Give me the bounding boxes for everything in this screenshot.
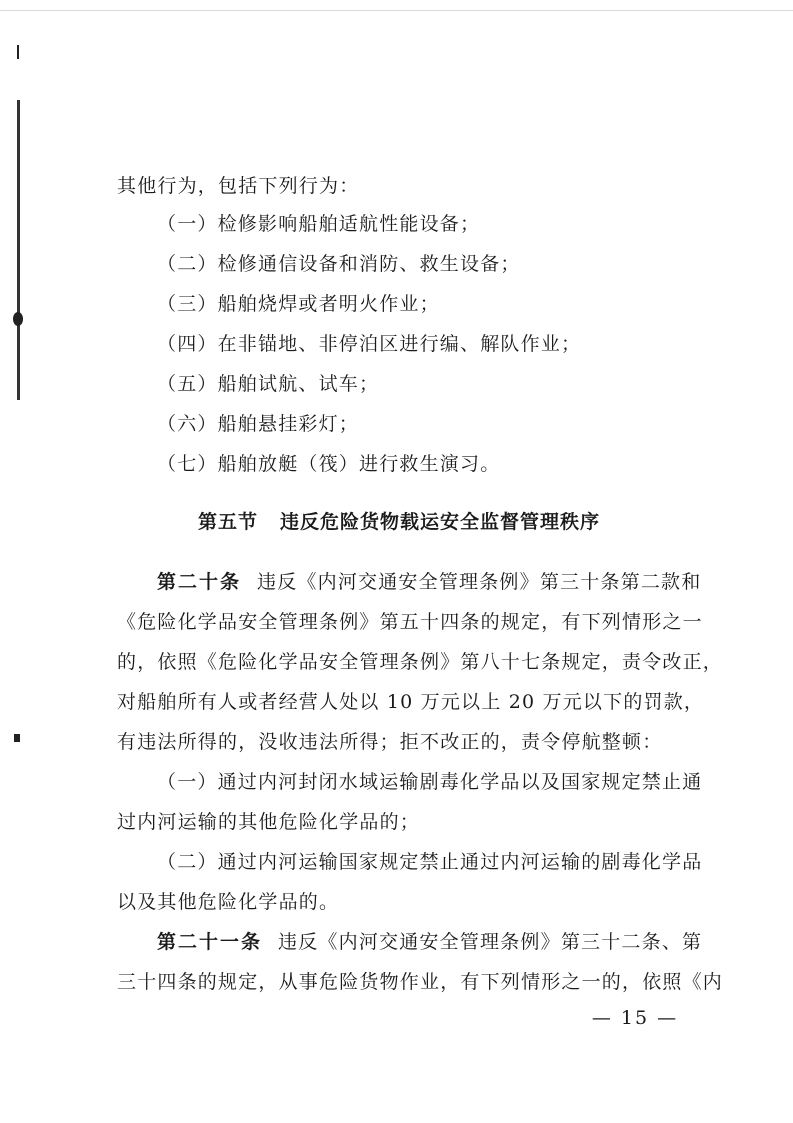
behavior-item-3: （三）船舶烧焊或者明火作业； — [157, 293, 440, 315]
section-number: 第五节 — [198, 511, 259, 533]
article-21-text-1: 违反《内河交通安全管理条例》第三十二条、第 — [278, 931, 703, 953]
behavior-item-5: （五）船舶试航、试车； — [157, 373, 380, 395]
behavior-item-6: （六）船舶悬挂彩灯； — [157, 413, 360, 435]
binding-mark-small — [14, 734, 20, 742]
article-20-title: 第二十条 — [157, 571, 242, 593]
behavior-item-2: （二）检修通信设备和消防、救生设备； — [157, 253, 521, 275]
article-20-line-1 — [157, 570, 727, 594]
section-title: 违反危险货物载运安全监督管理秩序 — [280, 511, 601, 533]
article-20-item-2-line-2: 以及其他危险化学品的。 — [117, 891, 340, 913]
article-20-line-5: 有违法所得的，没收违法所得；拒不改正的，责令停航整顿： — [117, 731, 663, 753]
binding-mark-vertical-line — [17, 100, 20, 400]
article-20-text-1: 违反《内河交通安全管理条例》第三十条第二款和 — [257, 571, 702, 593]
intro-line: 其他行为，包括下列行为： — [117, 175, 360, 197]
article-20-item-2-line-1: （二）通过内河运输国家规定禁止通过内河运输的剧毒化学品 — [157, 851, 703, 873]
scan-top-edge — [0, 10, 793, 11]
behavior-item-7: （七）船舶放艇（筏）进行救生演习。 — [157, 453, 501, 475]
page-number: — 15 — — [591, 1007, 679, 1029]
binding-mark-blot — [13, 312, 23, 326]
binding-mark-top — [17, 45, 19, 59]
article-20-line-2: 《危险化学品安全管理条例》第五十四条的规定，有下列情形之一 — [117, 611, 703, 633]
article-20-item-1-line-2: 过内河运输的其他危险化学品的； — [117, 811, 421, 833]
article-21-title: 第二十一条 — [157, 931, 263, 953]
section-heading — [198, 510, 658, 534]
article-20-item-1-line-1: （一）通过内河封闭水域运输剧毒化学品以及国家规定禁止通 — [157, 771, 703, 793]
article-21-line-1 — [157, 930, 727, 954]
behavior-item-1: （一）检修影响船舶适航性能设备； — [157, 213, 481, 235]
article-21-line-2: 三十四条的规定，从事危险货物作业，有下列情形之一的，依照《内 — [117, 971, 724, 993]
behavior-item-4: （四）在非锚地、非停泊区进行编、解队作业； — [157, 333, 582, 355]
article-20-line-3: 的，依照《危险化学品安全管理条例》第八十七条规定，责令改正， — [117, 651, 724, 673]
article-20-line-4: 对船舶所有人或者经营人处以 10 万元以上 20 万元以下的罚款， — [117, 691, 705, 713]
